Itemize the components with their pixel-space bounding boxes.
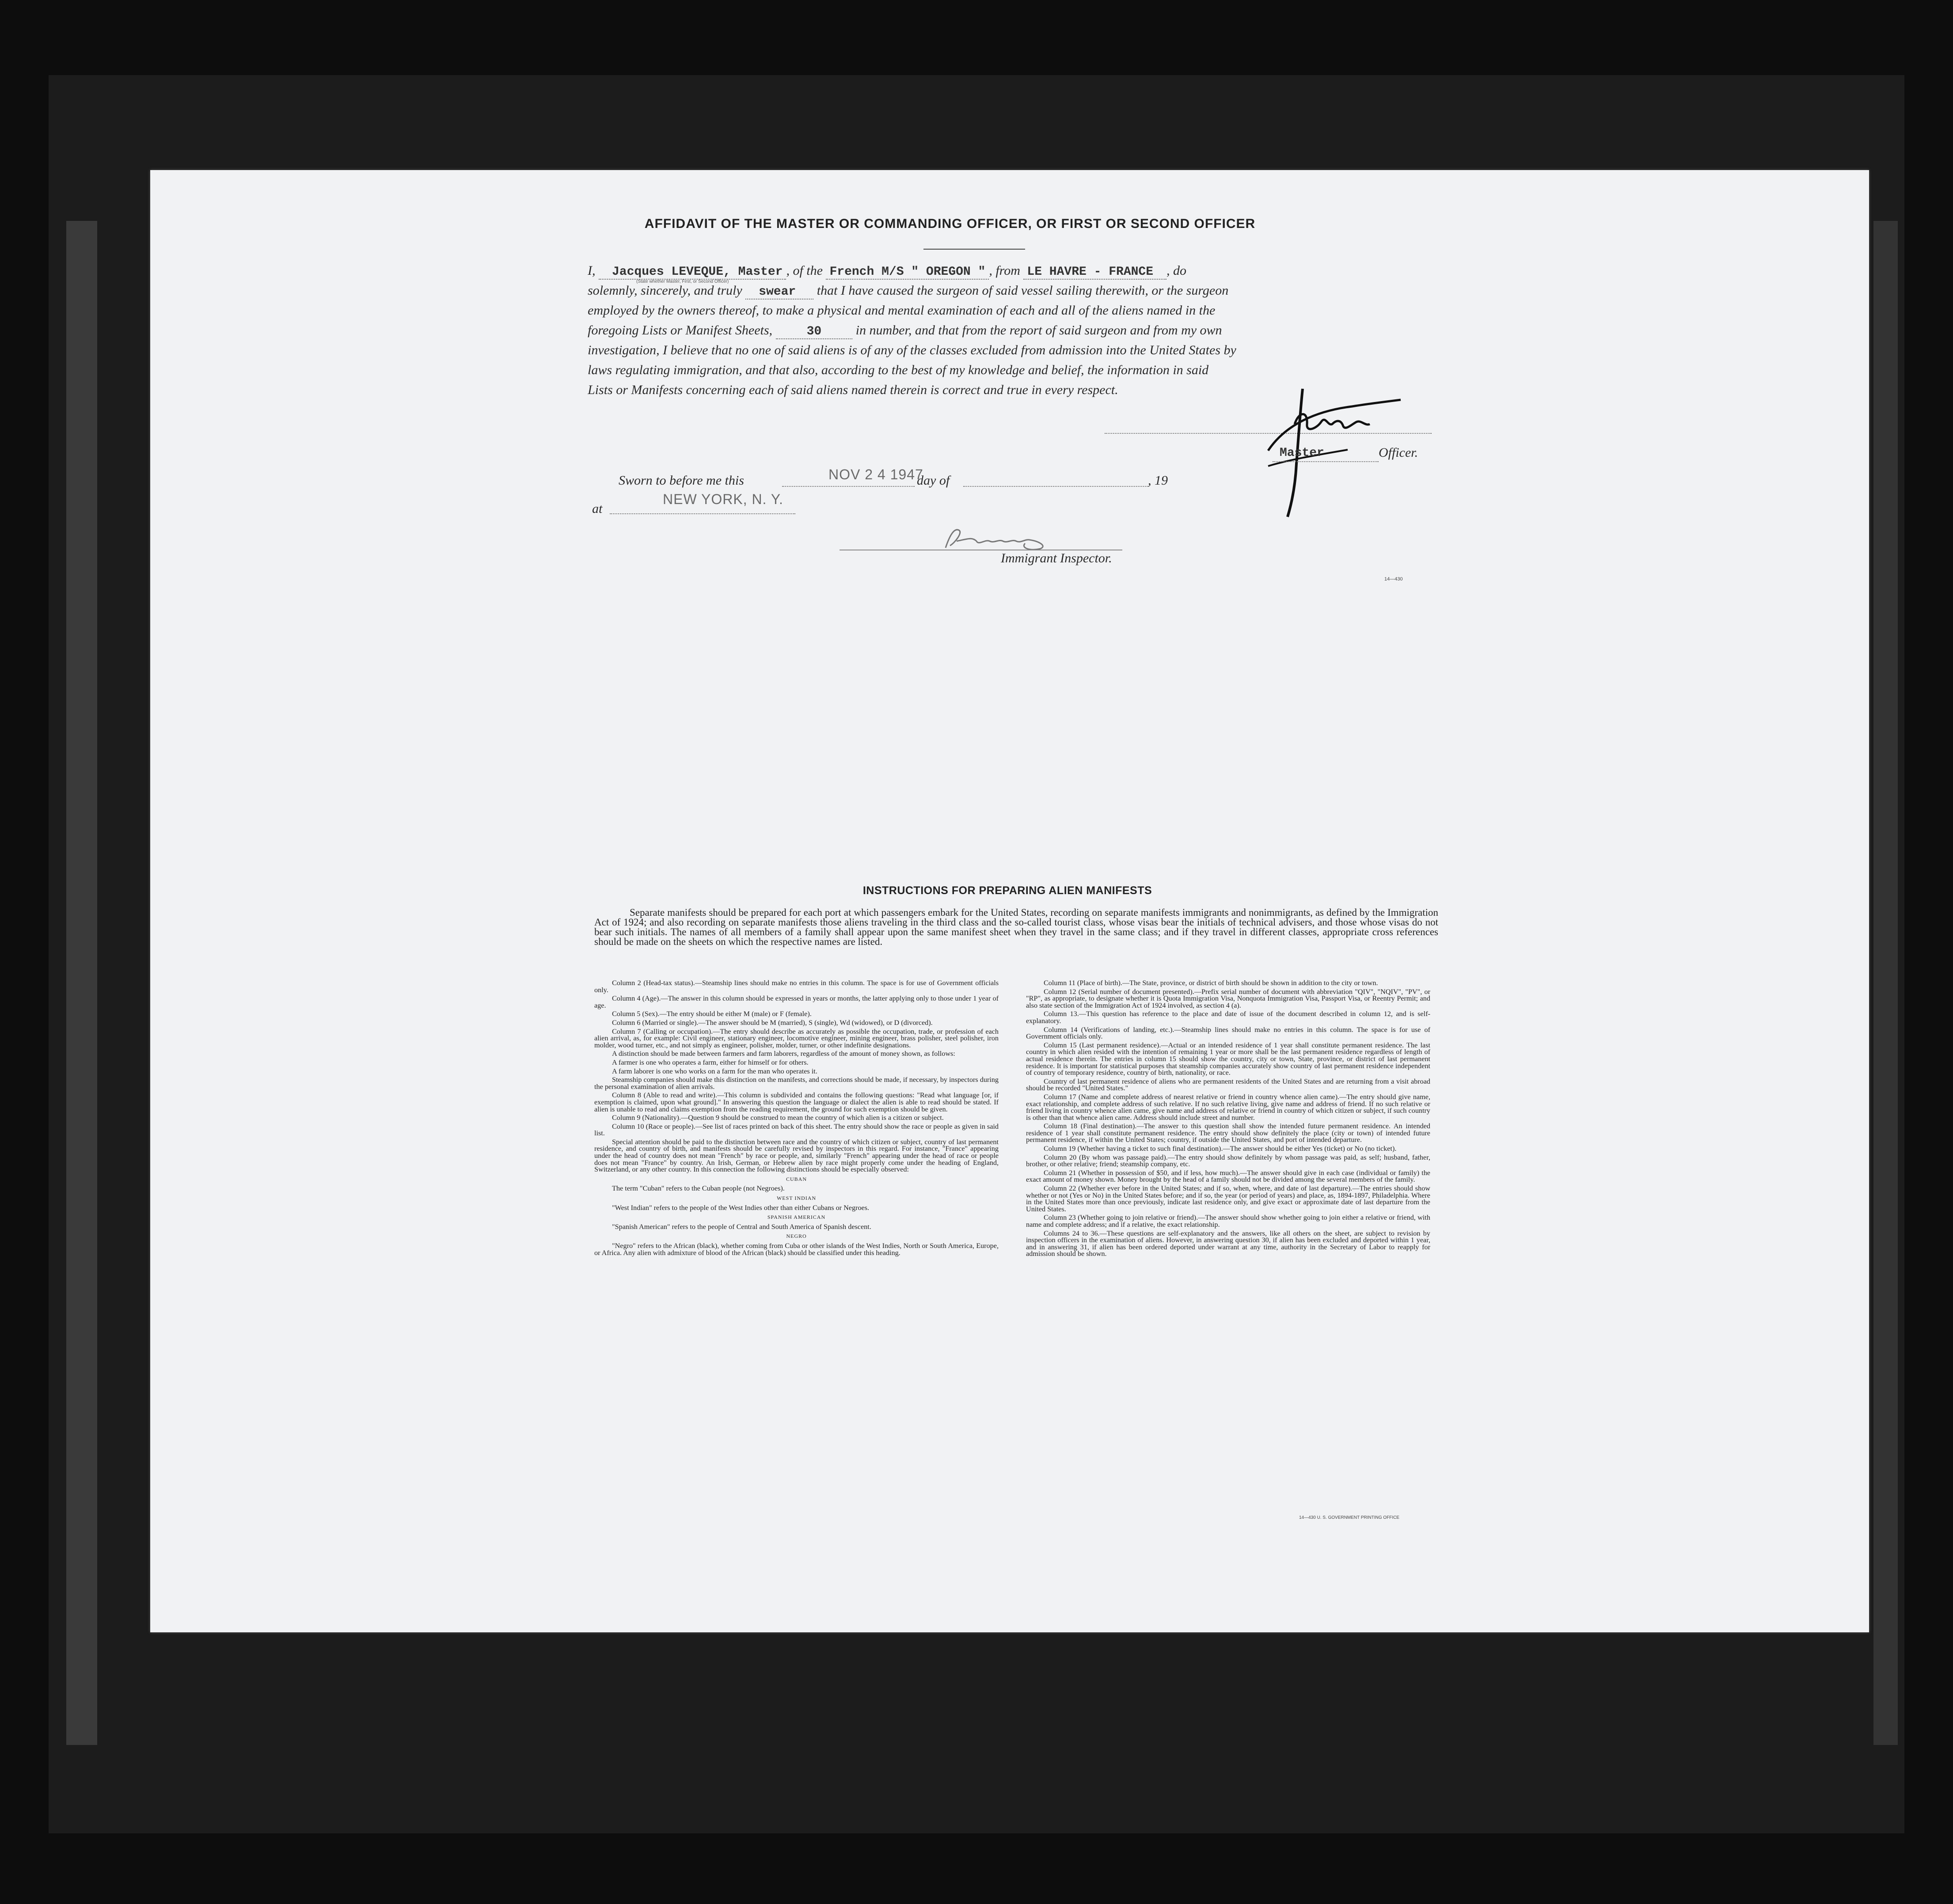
do-label: , do — [1166, 263, 1187, 278]
officer-label: Officer. — [1379, 445, 1418, 460]
title-rule — [923, 249, 1025, 250]
port-field: LE HAVRE - FRANCE — [1023, 265, 1166, 280]
instruction-paragraph: Column 14 (Verifications of landing, etc.).—Steamship lines should make no entries in this column. The space is for use of Government officials only. — [1026, 1025, 1430, 1041]
negro-heading: NEGRO — [786, 1233, 807, 1240]
sworn-date-stamp: NOV 2 4 1947 — [828, 467, 923, 482]
instruction-paragraph: Column 11 (Place of birth).—The State, province, or district of birth should be shown in addition to the city or town. — [1044, 979, 1378, 987]
at-label: at — [592, 501, 603, 516]
officer-rank-line — [1273, 461, 1379, 462]
officer-rank-field: Master — [1280, 446, 1324, 460]
instruction-paragraph: Column 20 (By whom was passage paid).—The entry should show definitely by whom passage was paid, as self; husband, father, brother, or other relative; friend; steamship company, etc. — [1026, 1153, 1430, 1168]
instruction-paragraph: Column 2 (Head-tax status).—Steamship lines should make no entries in this column. The space is for use of Government officials only. — [594, 979, 999, 994]
master-name-field: Jacques LEVEQUE, Master — [599, 265, 786, 280]
instruction-paragraph: Column 7 (Calling or occupation).—The entry should describe as accurately as possible the occupation, trade, or profession of each alien arrival, as, for example: Civil engineer, stationary engineer, locomotive engineer, mining engineer, brass polisher, steel polisher, iron molder, wood turner, etc., and not simply as engineer, polisher, molder, turner, or other indefinite designations. — [594, 1027, 999, 1049]
instruction-paragraph: Column 5 (Sex).—The entry should be either M (male) or F (female). — [612, 1010, 812, 1018]
instruction-paragraph: Column 18 (Final destination).—The answer to this question shall show the intended future permanent residence. An intended residence of 1 year shall constitute permanent residence. The entry should show definitely the place (city or town) of intended future permanent residence, if within the United States; country, if outside the United States, and port of intended departure. — [1026, 1122, 1430, 1144]
printing-office-imprint: 14—430 U. S. GOVERNMENT PRINTING OFFICE — [1299, 1515, 1400, 1520]
affidavit-line6: laws regulating immigration, and that also, according to the best of my knowledge and belief, the information in said — [588, 363, 1209, 377]
affidavit-line5: investigation, I believe that no one of said aliens is of any of the classes excluded from admission into the United States by — [588, 343, 1236, 357]
instruction-paragraph: Column 21 (Whether in possession of $50, and if less, how much).—The answer should give in each case (individual or family) the exact amount of money shown. Money brought by the head of a family should not be divided among the several members of the family. — [1026, 1168, 1430, 1184]
spanish-american-heading: SPANISH AMERICAN — [767, 1214, 826, 1221]
cuban-text: The term "Cuban" refers to the Cuban people (not Negroes). — [612, 1184, 785, 1193]
year-label: , 19 — [1148, 473, 1168, 488]
spanish-american-text: "Spanish American" refers to the people of Central and South America of Spanish descent. — [612, 1222, 871, 1231]
place-line — [610, 513, 795, 514]
from-label: , from — [989, 263, 1020, 278]
west-indian-text: "West Indian" refers to the people of the West Indies other than either Cubans or Negroes. — [612, 1203, 870, 1212]
instructions-intro: Separate manifests should be prepared for each port at which passengers embark for the United States, recording on separate manifests immigrants and nonimmigrants, as defined by the Immigration Act of 1924; and also recording on separate manifests those aliens traveling in the third class and the so-called tourist class, whose visas bear the initials of technical advisers, and those whose visas do not bear such initials. The names of all members of a family shall appear upon the same manifest sheet when they travel in the same class; and if they travel in different classes, appropriate cross references should be made on the sheets on which the respective names are listed. — [594, 907, 1438, 947]
instruction-paragraph: Columns 24 to 36.—These questions are self-explanatory and the answers, like all others on the sheet, are subject to revision by inspection officers in the examination of aliens. However, in answering question 30, if alien has been excluded and deported within 1 year, and in answering 31, if alien has been ordered deported under warrant at any time, authority in the Secretary of Labor to reapply for admission should be shown. — [1026, 1229, 1430, 1258]
oath-field: swear — [745, 285, 813, 300]
instruction-paragraph: Column 17 (Name and complete address of nearest relative or friend in country whence alien came).—The entry should give name, exact relationship, and complete address of such relative. If no such relative living, give name and address of friend. If no such relative or friend living in country whence alien came, give name and address of relative or friend in country of which citizen or subject, if such country is other than that whence alien came. Address should include street and number. — [1026, 1092, 1430, 1122]
day-of-label: day of — [917, 473, 950, 488]
instruction-paragraph: Column 13.—This question has reference to the place and date of issue of the document described in column 12, and is self-explanatory. — [1026, 1010, 1430, 1025]
instructions-title: INSTRUCTIONS FOR PREPARING ALIEN MANIFESTS — [863, 884, 1152, 897]
instruction-paragraph: Column 8 (Able to read and write).—This column is subdivided and contains the following questions: "Read what language [or, if exemption is claimed, upon what ground]." In answering this question the language or dialect the alien is able to read should be stated. If alien is unable to read and claims exemption from the reading requirement, the ground for such exemption should be given. — [594, 1091, 999, 1113]
west-indian-heading: WEST INDIAN — [776, 1195, 817, 1202]
month-line — [963, 486, 1149, 487]
instruction-paragraph: Column 10 (Race or people).—See list of races printed on back of this sheet. The entry should show the race or people as given in said list. — [594, 1122, 999, 1138]
rank-caption: (State whether Master, First, or Second Officer) — [636, 279, 729, 284]
of-the-label: , of the — [786, 263, 823, 278]
affidavit-i: I, — [588, 263, 596, 278]
affidavit-line4a: foregoing Lists or Manifest Sheets, — [588, 323, 773, 338]
inspector-label: Immigrant Inspector. — [1001, 551, 1112, 565]
affidavit-line7: Lists or Manifests concerning each of said aliens named therein is correct and true in every respect. — [588, 383, 1118, 397]
negro-text: "Negro" refers to the African (black), whether coming from Cuba or other islands of the West Indies, North or South America, Europe, or Africa. Any alien with admixture of blood of the African (black) should be classified under this heading. — [594, 1242, 999, 1257]
affidavit-line3: employed by the owners thereof, to make a physical and mental examination of each and all of the aliens named in the — [588, 303, 1216, 318]
instruction-paragraph: Column 4 (Age).—The answer in this column should be expressed in years or months, the latter applying only to those under 1 year of age. — [594, 994, 999, 1009]
solemnly-text: solemnly, sincerely, and truly — [588, 283, 742, 298]
instruction-paragraph: A farm laborer is one who works on a farm for the man who operates it. — [612, 1067, 817, 1075]
instruction-paragraph: Column 23 (Whether going to join relative or friend).—The answer should show whether going to join either a relative or friend, with name and complete address; and if a relative, the exact relationship. — [1026, 1214, 1430, 1229]
instruction-paragraph: A distinction should be made between farmers and farm laborers, regardless of the amount of money shown, as follows: — [612, 1050, 955, 1058]
sworn-text: Sworn to before me this — [619, 473, 744, 488]
sworn-date-line — [782, 486, 915, 487]
instruction-paragraph: A farmer is one who operates a farm, either for himself or for others. — [612, 1058, 809, 1066]
instruction-paragraph: Column 22 (Whether ever before in the United States; and if so, when, where, and date of last departure).—The entries should show whether or not (Yes or No) in the United States before; and if so, the year (or period of years) and place, as, 1894-1897, Philadelphia. Where in the United States more than once previously, indicate last residence only, and give exact or approximate date of last departure from the United States. — [1026, 1184, 1430, 1213]
instruction-paragraph: Country of last permanent residence of aliens who are permanent residents of the United States and are returning from a visit abroad should be recorded "United States." — [1026, 1077, 1430, 1092]
place-stamp: NEW YORK, N. Y. — [663, 491, 783, 507]
cuban-heading: CUBAN — [786, 1176, 807, 1182]
instruction-paragraph: Steamship companies should make this distinction on the manifests, and corrections should be made, if necessary, by inspectors during the personal examination of alien arrivals. — [594, 1076, 999, 1091]
instructions-left-column — [594, 980, 999, 1258]
affidavit-line2: that I have caused the surgeon of said vessel sailing therewith, or the surgeon — [817, 283, 1229, 298]
affidavit-title: AFFIDAVIT OF THE MASTER OR COMMANDING OFFICER, OR FIRST OR SECOND OFFICER — [644, 216, 1256, 231]
form-number: 14—430 — [1384, 577, 1403, 582]
vessel-field: French M/S " OREGON " — [826, 265, 989, 280]
affidavit-line4b: in number, and that from the report of said surgeon and from my own — [855, 323, 1222, 338]
instruction-paragraph: Column 9 (Nationality).—Question 9 should be construed to mean the country of which alien is a citizen or subject. — [612, 1114, 944, 1122]
instruction-paragraph: Column 12 (Serial number of document presented).—Prefix serial number of document with abbreviation "QIV", "NQIV", "PV", or "RP", as appropriate, to designate whether it is Quota Immigration Visa, Nonquota Immigration Visa, Passport Visa, or Reentry Permit; and also state section of the Immigration Act of 1924 involved, as section 4 (a). — [1026, 987, 1430, 1009]
instruction-paragraph: Column 19 (Whether having a ticket to such final destination).—The answer should be either Yes (ticket) or No (no ticket). — [1044, 1145, 1397, 1153]
instructions-right-column — [1026, 980, 1430, 1259]
instruction-paragraph: Column 6 (Married or single).—The answer should be M (married), S (single), Wd (widowed), or D (divorced). — [612, 1018, 933, 1027]
frame-edge-right — [1873, 221, 1898, 1745]
instruction-paragraph: Column 15 (Last permanent residence).—Actual or an intended residence of 1 year shall constitute permanent residence. The last country in which alien resided with the intention of remaining 1 year or more shall be the last permanent residence regardless of length of actual residence therein. The entries in column 15 should show the country, city or town, State, province, or district of last permanent residence. It is important for statistical purposes that steamship companies accurately show country of last permanent residence independent of country of temporary residence, country of birth, nationality, or race. — [1026, 1041, 1430, 1077]
instruction-paragraph: Special attention should be paid to the distinction between race and the country of which citizen or subject, country of last permanent residence, and country of birth, and manifests should be carefully revised by inspectors in this regard. For instance, "France" appearing under the head of country does not mean "French" by race or people, and, similarly "French" appearing under the head of race or people does not mean "France" by country. An Irish, German, or Hebrew alien by race might properly come under the heading of England, Switzerland, or any other country. In this connection the following distinctions should be especially observed: — [594, 1138, 999, 1174]
frame-edge-left — [66, 221, 97, 1745]
sheet-count-field: 30 — [776, 325, 853, 339]
